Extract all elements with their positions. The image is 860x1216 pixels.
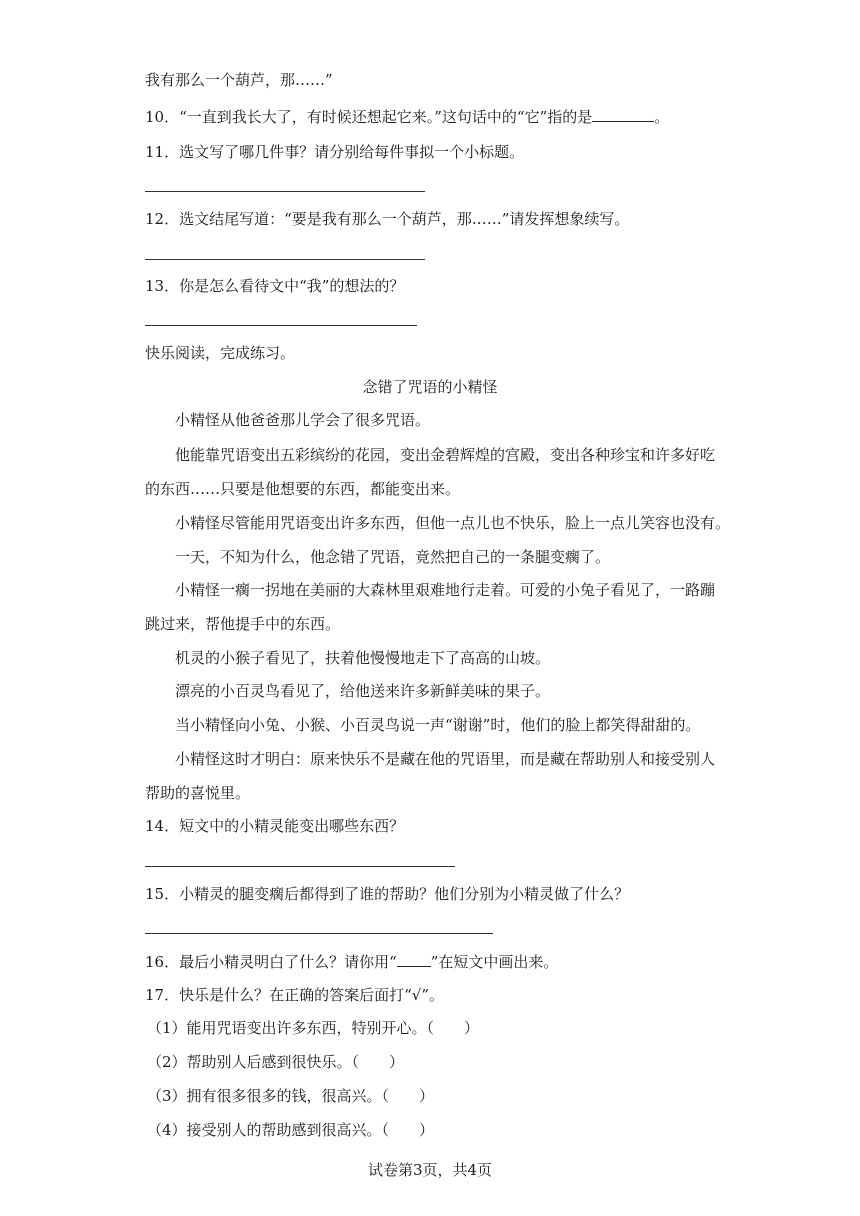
question-10-text: 10．“一直到我长大了，有时候还想起它来。”这句话中的“它”指的是: [145, 108, 593, 126]
story-paragraph-8: 当小精怪向小兔、小猴、小百灵鸟说一声“谢谢”时，他们的脸上都笑得甜甜的。: [175, 716, 701, 734]
question-16-underline-sample: [397, 952, 431, 967]
question-14: 14．短文中的小精灵能变出哪些东西？: [145, 817, 405, 835]
question-16: [145, 952, 558, 972]
question-13-answer-line[interactable]: [145, 325, 417, 326]
question-15-answer-line[interactable]: [145, 933, 493, 934]
question-17-option-4[interactable]: （4）接受别人的帮助感到很高兴。（ ）: [147, 1121, 435, 1139]
question-17-option-2[interactable]: （2）帮助别人后感到很快乐。（ ）: [147, 1053, 405, 1071]
question-11-answer-line[interactable]: [145, 191, 425, 192]
story-paragraph-3: 小精怪尽管能用咒语变出许多东西，但他一点儿也不快乐，脸上一点儿笑容也没有。: [175, 514, 731, 532]
question-10-blank[interactable]: [592, 107, 654, 122]
question-14-answer-line[interactable]: [145, 866, 455, 867]
section-intro: 快乐阅读，完成练习。: [145, 344, 296, 362]
passage-tail: 我有那么一个葫芦，那……”: [145, 71, 333, 89]
page-footer: 试卷第3页，共4页: [367, 1161, 493, 1179]
story-paragraph-2: 他能靠咒语变出五彩缤纷的花园，变出金碧辉煌的宫殿，变出各种珍宝和许多好吃: [175, 446, 716, 464]
story-paragraph-5-cont: 跳过来，帮他提手中的东西。: [145, 615, 341, 633]
story-paragraph-6: 机灵的小猴子看见了，扶着他慢慢地走下了高高的山坡。: [175, 649, 551, 667]
question-12: 12．选文结尾写道：“要是我有那么一个葫芦，那……”请发挥想象续写。: [145, 210, 630, 228]
question-16-text: 16．最后小精灵明白了什么？请你用“: [145, 953, 397, 971]
question-17-option-1[interactable]: （1）能用咒语变出许多东西，特别开心。（ ）: [147, 1019, 480, 1037]
question-12-answer-line[interactable]: [145, 259, 425, 260]
story-paragraph-1: 小精怪从他爸爸那儿学会了很多咒语。: [175, 411, 431, 429]
story-paragraph-2-cont: 的东西……只要是他想要的东西，都能变出来。: [145, 480, 461, 498]
question-10: [145, 107, 669, 127]
question-15: 15．小精灵的腿变瘸后都得到了谁的帮助？他们分别为小精灵做了什么？: [145, 885, 630, 903]
question-13: 13．你是怎么看待文中“我”的想法的？: [145, 277, 405, 295]
question-16-suffix: ”在短文中画出来。: [430, 953, 559, 971]
story-paragraph-9: 小精怪这时才明白：原来快乐不是藏在他的咒语里，而是藏在帮助别人和接受别人: [175, 750, 716, 768]
question-17: 17．快乐是什么？在正确的答案后面打“√”。: [145, 986, 444, 1004]
question-10-suffix: 。: [654, 108, 670, 126]
story-paragraph-5: 小精怪一瘸一拐地在美丽的大森林里艰难地行走着。可爱的小兔子看见了，一路蹦: [175, 581, 716, 599]
question-11: 11．选文写了哪几件事？请分别给每件事拟一个小标题。: [145, 143, 525, 161]
story-paragraph-4: 一天，不知为什么，他念错了咒语，竟然把自己的一条腿变瘸了。: [175, 548, 611, 566]
question-17-option-3[interactable]: （3）拥有很多很多的钱，很高兴。（ ）: [147, 1087, 435, 1105]
story-title: 念错了咒语的小精怪: [362, 378, 498, 396]
story-paragraph-9-cont: 帮助的喜悦里。: [145, 784, 251, 802]
story-paragraph-7: 漂亮的小百灵鸟看见了，给他送来许多新鲜美味的果子。: [175, 682, 551, 700]
